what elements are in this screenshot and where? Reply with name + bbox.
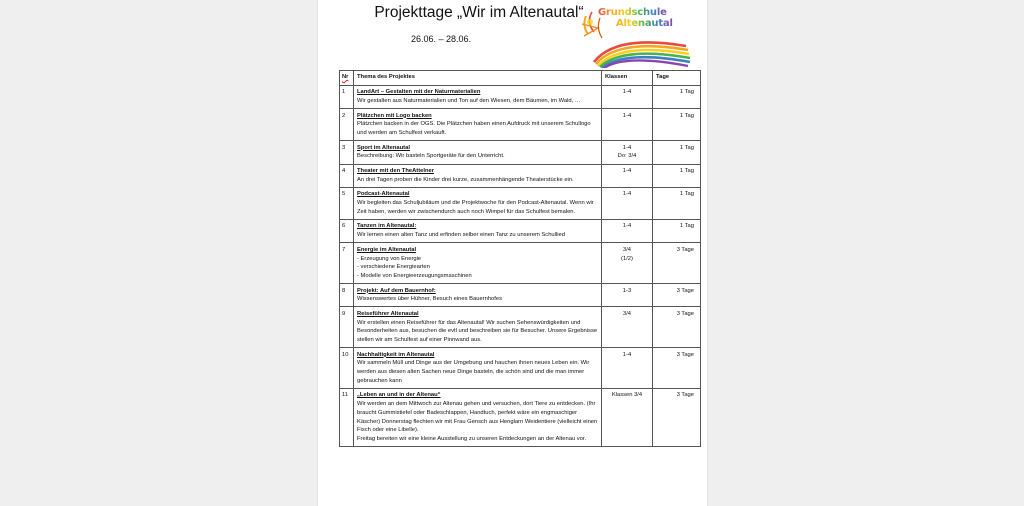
row-days: 3 Tage bbox=[653, 243, 701, 284]
project-description: Wir werden an dem Mittwoch zur Altenau gehen und versuchen, dort Tiere zu entdecken. (Ihr braucht Gummistiefel oder Badeschlappen, Handtuch, perfekt wäre ein engmaschiger Käscher) Donnerstag flechten wir mit Frau Gensch aus Henglarn Weidentiere (vielleicht einen Fisch oder eine Libelle). Freitag bereiten wir eine kleine Ausstellung zu unseren Entdeckungen an der Altenau vor. bbox=[357, 401, 598, 442]
row-topic bbox=[354, 109, 602, 141]
header-days: Tage bbox=[653, 71, 701, 86]
project-title: LandArt – Gestalten mit der Naturmaterialien bbox=[357, 89, 481, 96]
row-classes: 1-4 bbox=[602, 164, 653, 187]
table-row bbox=[340, 348, 701, 389]
row-days: 3 Tage bbox=[653, 284, 701, 307]
document-page bbox=[317, 0, 708, 506]
project-description: - Erzeugung von Energie - verschiedene Energiearten - Modelle von Energieerzeugungsmaschinen bbox=[357, 255, 472, 279]
logo-text-line1: Grundschule bbox=[598, 7, 667, 18]
row-days: 1 Tag bbox=[653, 85, 701, 108]
row-topic bbox=[354, 307, 602, 348]
table-row bbox=[340, 284, 701, 307]
row-classes: 1-4 bbox=[602, 348, 653, 389]
row-topic bbox=[354, 85, 602, 108]
project-description: Plätzchen backen in der OGS. Die Plätzchen haben einen Aufdruck mit unserem Schullogo und werden am Schulfest verkauft. bbox=[357, 121, 591, 136]
project-description: Wir lernen einen alten Tanz und erfinden selber einen Tanz zu unserem Schullied bbox=[357, 232, 565, 239]
project-description: Beschreibung: Wir basteln Sportgeräte für den Unterricht. bbox=[357, 153, 505, 160]
row-classes: 3/4 bbox=[602, 307, 653, 348]
table-header-row bbox=[340, 71, 701, 86]
project-title: Sport im Altenautal bbox=[357, 144, 410, 151]
project-title: Plätzchen mit Logo backen bbox=[357, 112, 432, 119]
project-title: Energie im Altenautal bbox=[357, 246, 417, 253]
row-number: 6 bbox=[340, 219, 354, 242]
project-title: Reiseführer Altenautal bbox=[357, 310, 419, 317]
project-description: An drei Tagen proben die Kinder drei kurze, zusammenhängende Theaterstücke ein. bbox=[357, 176, 574, 183]
row-classes: 1-4 Do: 3/4 bbox=[602, 141, 653, 164]
table-row bbox=[340, 307, 701, 348]
row-topic bbox=[354, 388, 602, 446]
row-classes: 1-4 bbox=[602, 219, 653, 242]
row-topic bbox=[354, 243, 602, 284]
row-days: 3 Tage bbox=[653, 348, 701, 389]
row-classes: 1-4 bbox=[602, 85, 653, 108]
row-number: 7 bbox=[340, 243, 354, 284]
row-number: 4 bbox=[340, 164, 354, 187]
row-days: 3 Tage bbox=[653, 388, 701, 446]
header-nr: Nr bbox=[340, 71, 354, 86]
row-topic bbox=[354, 284, 602, 307]
row-topic bbox=[354, 187, 602, 219]
row-topic bbox=[354, 348, 602, 389]
table-row bbox=[340, 219, 701, 242]
table-row bbox=[340, 187, 701, 219]
project-title: „Leben an und in der Altenau“ bbox=[357, 392, 441, 399]
project-description: Wir erstellen einen Reiseführer für das Altenautal! Wir suchen Sehenswürdigkeiten und Besonderheiten aus, besuchen die evtl und beschreiben sie für Besucher. Unsere Ergebnisse stellen wir am Schulfest auf einer Pinnwand aus. bbox=[357, 319, 598, 343]
project-title: Nachhaltigkeit im Altenautal bbox=[357, 351, 435, 358]
row-days: 1 Tag bbox=[653, 219, 701, 242]
row-classes: 1-3 bbox=[602, 284, 653, 307]
row-days: 3 Tage bbox=[653, 307, 701, 348]
school-logo bbox=[576, 4, 698, 68]
project-description: Wissenswertes über Hühner, Besuch eines Bauernhofes bbox=[357, 296, 503, 303]
header-topic: Thema des Projektes bbox=[354, 71, 602, 86]
table-row bbox=[340, 109, 701, 141]
document-title: Projekttage „Wir im Altenautal“ bbox=[374, 4, 584, 21]
table-row bbox=[340, 388, 701, 446]
row-topic bbox=[354, 164, 602, 187]
row-number: 3 bbox=[340, 141, 354, 164]
row-classes: 1-4 bbox=[602, 187, 653, 219]
row-days: 1 Tag bbox=[653, 164, 701, 187]
row-number: 11 bbox=[340, 388, 354, 446]
row-number: 5 bbox=[340, 187, 354, 219]
project-title: Theater mit den TheAttelner bbox=[357, 168, 434, 174]
row-classes: 1-4 bbox=[602, 109, 653, 141]
header-classes: Klassen bbox=[602, 71, 653, 86]
row-topic bbox=[354, 219, 602, 242]
table-row bbox=[340, 243, 701, 284]
project-description: Wir begleiten das Schuljubiläum und die Projektwoche für den Podcast-Altenautal. Wenn wir Zeit haben, werden wir zwischendurch auch noch Wimpel für das Schulfest bemalen. bbox=[357, 200, 594, 215]
row-topic bbox=[354, 141, 602, 164]
row-days: 1 Tag bbox=[653, 109, 701, 141]
projects-table bbox=[339, 70, 701, 447]
project-dates: 26.06. – 28.06. bbox=[411, 34, 472, 44]
row-number: 9 bbox=[340, 307, 354, 348]
project-title: Podcast-Altenautal bbox=[357, 191, 410, 198]
row-number: 1 bbox=[340, 85, 354, 108]
table-row bbox=[340, 141, 701, 164]
project-description: Wir sammeln Müll und Dinge aus der Umgebung und hauchen ihnen neues Leben ein. Wir werden aus diesen alten Sachen neue Dinge basteln, die schön sind und die man immer gebrauchen kann bbox=[357, 360, 590, 384]
row-number: 2 bbox=[340, 109, 354, 141]
project-description: Wir gestalten aus Naturmaterialien und Ton auf den Wiesen, dem Bäumen, im Wald, … bbox=[357, 97, 581, 104]
row-classes: 3/4 (1/2) bbox=[602, 243, 653, 284]
row-days: 1 Tag bbox=[653, 141, 701, 164]
table-row bbox=[340, 164, 701, 187]
row-number: 10 bbox=[340, 348, 354, 389]
row-classes: Klassen 3/4 bbox=[602, 388, 653, 446]
table-row bbox=[340, 85, 701, 108]
logo-text-line2: Altenautal bbox=[616, 18, 673, 29]
project-title: Projekt: Auf dem Bauernhof: bbox=[357, 287, 436, 294]
project-title: Tanzen im Altenautal: bbox=[357, 223, 417, 230]
row-number: 8 bbox=[340, 284, 354, 307]
row-days: 1 Tag bbox=[653, 187, 701, 219]
